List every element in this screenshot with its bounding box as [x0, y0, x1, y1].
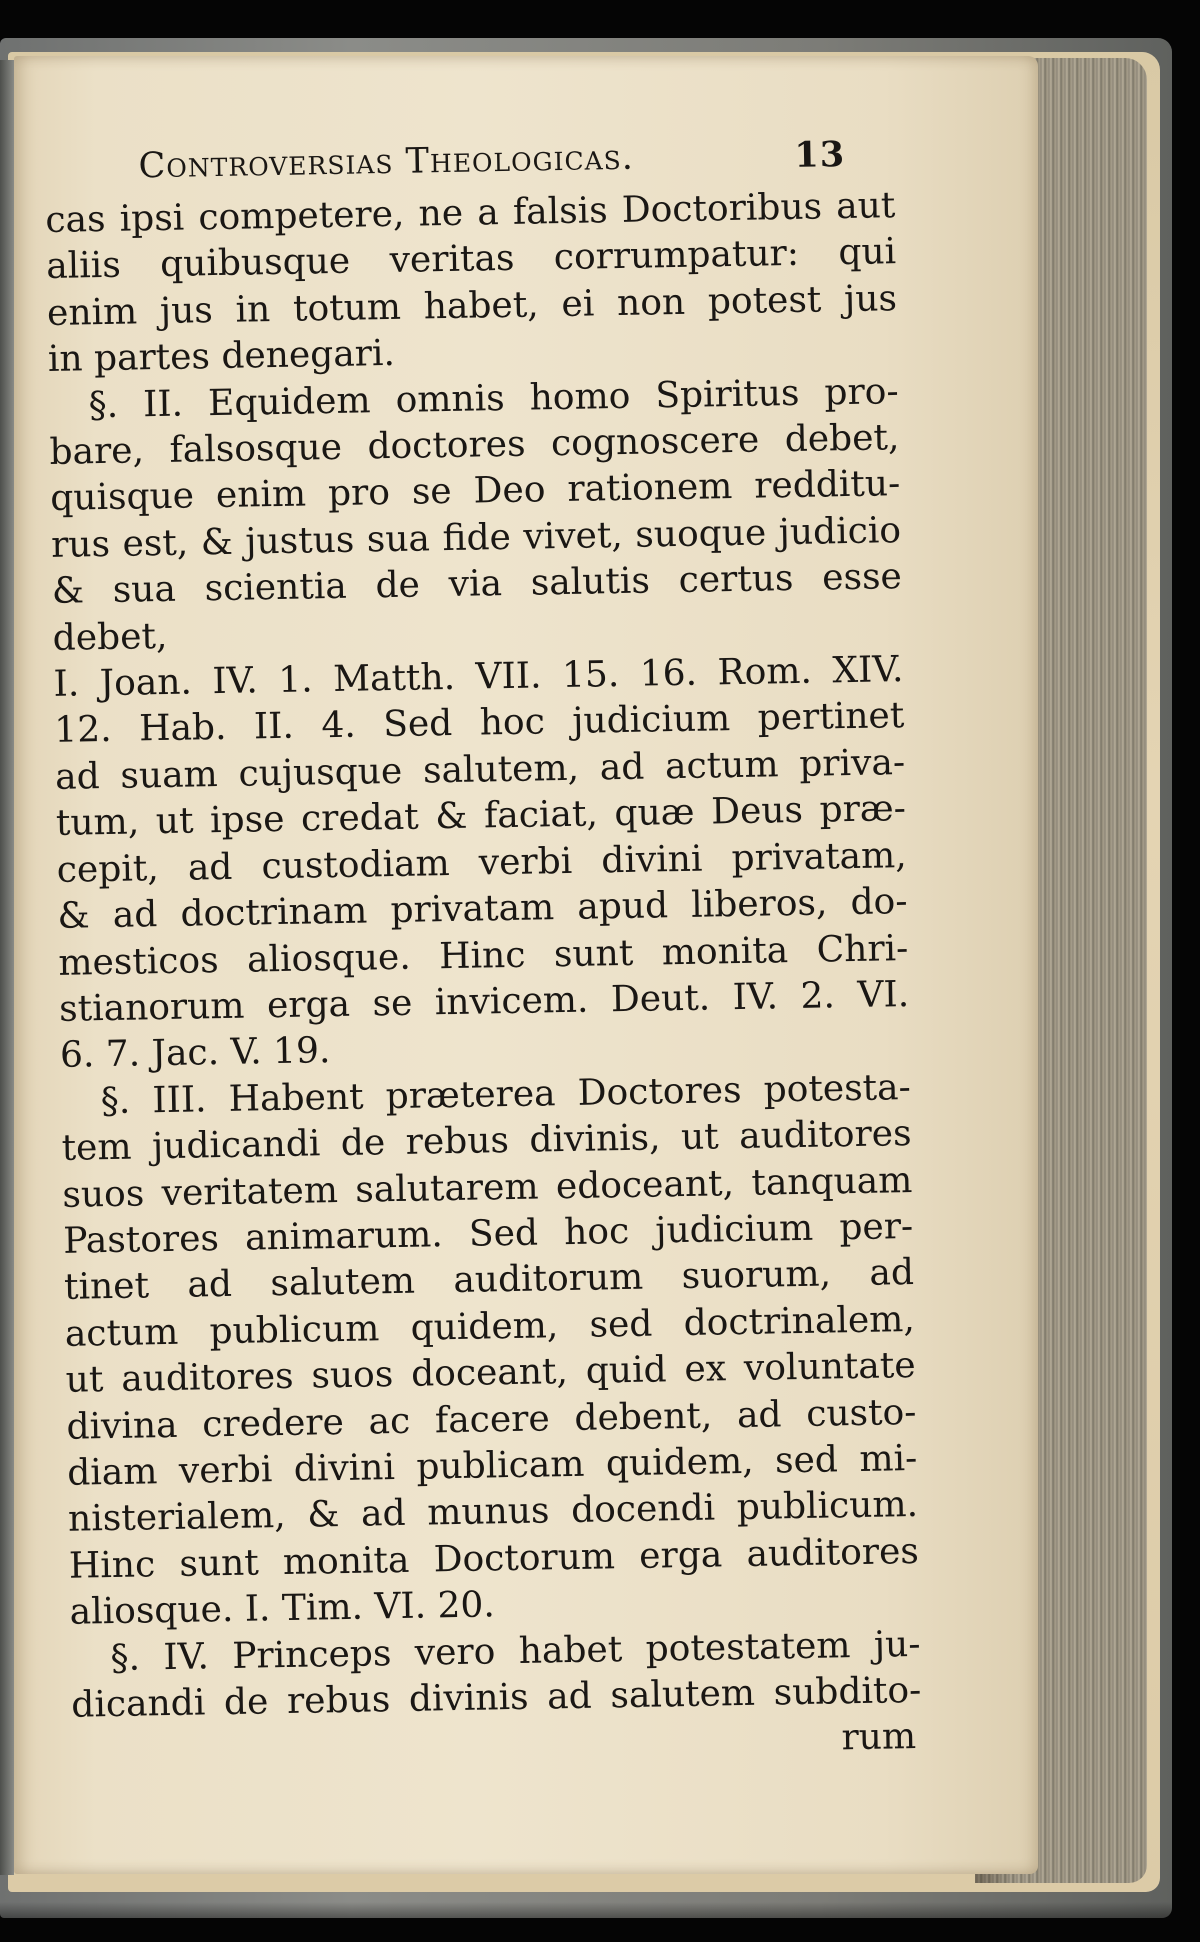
text-line: §. II. Equidem omnis homo Spiritus pro-	[88, 370, 899, 426]
text-line: 6. 7. Jac. V. 19.	[59, 1030, 331, 1077]
paragraph-section-2	[48, 369, 910, 1080]
text-line: suos veritatem salutarem edoceant, tanquam	[62, 1159, 913, 1216]
text-line: nisterialem, & ad munus docendi publicum.	[67, 1484, 919, 1541]
text-line: in partes denegari.	[47, 333, 396, 381]
page-text	[44, 123, 922, 1775]
text-line: cas ipsi competere, ne a falsis Doctoribus aut	[45, 185, 896, 241]
text-line: actum publicum quidem, sed doctrinalem,	[64, 1298, 916, 1355]
text-line: I. Joan. IV. 1. Matth. VII. 15. 16. Rom. XIV.	[53, 649, 904, 705]
text-line: divina credere ac facere debent, ad custo-	[66, 1391, 917, 1448]
text-line: enim jus in totum habet, ei non potest jus	[46, 277, 898, 334]
text-line: & sua scientia de via salutis certus esse debet,	[51, 556, 903, 659]
printed-page	[14, 56, 1038, 1874]
page-number: 13	[794, 134, 846, 176]
text-line: stianorum erga se invicem. Deut. IV. 2. VI.	[58, 973, 910, 1030]
text-line: aliosque. I. Tim. VI. 20.	[69, 1584, 496, 1633]
text-line: quisque enim pro se Deo rationem redditu-	[49, 463, 901, 520]
text-line: tinet ad salutem auditorum suorum, ad	[63, 1252, 915, 1309]
text-line: §. IV. Princeps vero habet potestatem ju-	[110, 1623, 921, 1679]
body-text	[45, 183, 922, 1775]
paragraph-section-3	[60, 1065, 920, 1637]
paragraph-section-4	[70, 1622, 921, 1730]
text-line: 12. Hab. II. 4. Sed hoc judicium pertinet	[53, 695, 905, 752]
text-line: Pastores animarum. Sed hoc judicium per-	[62, 1205, 914, 1262]
text-line: §. III. Habent præterea Doctores potesta-	[100, 1066, 912, 1122]
text-line: tem judicandi de rebus divinis, ut auditores	[61, 1113, 912, 1169]
text-line: Hinc sunt monita Doctorum erga auditores	[68, 1530, 920, 1587]
text-line: ad suam cujusque salutem, ad actum priva-	[54, 741, 906, 798]
text-line: cepit, ad custodiam verbi divini privatam,	[56, 834, 908, 891]
text-line: mesticos aliosque. Hinc sunt monita Chri-	[58, 927, 909, 984]
running-title: Controversias Theologicas.	[138, 137, 635, 187]
text-line: rus est, & justus sua fide vivet, suoque judicio	[50, 509, 902, 566]
text-line: bare, falsosque doctores cognoscere debet,	[49, 417, 900, 473]
paragraph-continuation	[45, 183, 898, 383]
text-line: & ad doctrinam privatam apud liberos, do-	[57, 881, 908, 937]
text-line: diam verbi divini publicam quidem, sed mi-	[66, 1437, 918, 1494]
text-line: dicandi de rebus divinis ad salutem subdito-	[70, 1669, 922, 1726]
text-line: aliis quibusque veritas corrumpatur: qui	[45, 231, 897, 288]
catchword: rum	[841, 1716, 917, 1759]
bottom-shadow	[0, 1902, 1200, 1942]
binding-spine	[0, 60, 14, 1875]
text-line: ut auditores suos doceant, quid ex voluntate	[65, 1345, 916, 1401]
text-line: tum, ut ipse credat & faciat, quæ Deus præ-	[55, 788, 907, 845]
